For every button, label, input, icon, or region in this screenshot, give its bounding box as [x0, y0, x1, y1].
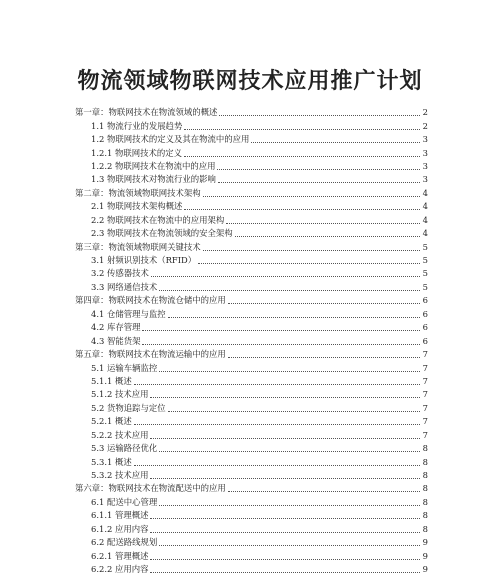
- toc-entry-label: 1.1 物流行业的发展趋势: [91, 120, 183, 131]
- toc-dot-leader: [159, 371, 420, 372]
- toc-entry[interactable]: [75, 415, 428, 428]
- toc-dot-leader: [226, 223, 420, 224]
- toc-entry-label: 1.2.2 物联网技术在物流中的应用: [91, 160, 216, 171]
- table-of-contents: [75, 106, 428, 576]
- toc-entry[interactable]: [75, 119, 428, 132]
- toc-dot-leader: [228, 491, 420, 492]
- toc-dot-leader: [217, 169, 420, 170]
- document-title: 物流领域物联网技术应用推广计划: [77, 68, 423, 94]
- toc-entry-label: 第六章：物联网技术在物流配送中的应用: [75, 483, 226, 494]
- toc-page-number: 7: [422, 362, 428, 373]
- toc-dot-leader: [134, 384, 420, 385]
- toc-dot-leader: [184, 156, 420, 157]
- toc-dot-leader: [150, 532, 420, 533]
- toc-page-number: 8: [422, 523, 428, 534]
- toc-page-number: 4: [422, 201, 428, 212]
- toc-page-number: 8: [422, 483, 428, 494]
- toc-page-number: 6: [422, 335, 428, 346]
- toc-entry-label: 4.3 智能货架: [91, 335, 141, 346]
- toc-page-number: 3: [422, 134, 428, 145]
- toc-entry-label: 3.3 网络通信技术: [91, 281, 158, 292]
- toc-entry-label: 2.1 物联网技术架构概述: [91, 201, 183, 212]
- toc-entry-label: 5.3.2 技术应用: [91, 470, 149, 481]
- toc-dot-leader: [203, 196, 420, 197]
- toc-entry[interactable]: [75, 321, 428, 334]
- toc-page-number: 6: [422, 322, 428, 333]
- toc-entry[interactable]: [75, 334, 428, 347]
- toc-entry-label: 6.1.1 管理概述: [91, 510, 149, 521]
- toc-entry[interactable]: [75, 509, 428, 522]
- toc-entry-label: 1.2.1 物联网技术的定义: [91, 147, 182, 158]
- toc-page-number: 8: [422, 510, 428, 521]
- toc-entry-label: 第五章：物联网技术在物流运输中的应用: [75, 349, 226, 360]
- toc-entry[interactable]: [75, 160, 428, 173]
- toc-entry-label: 第一章：物联网技术在物流领域的概述: [75, 107, 218, 118]
- toc-dot-leader: [184, 209, 420, 210]
- toc-entry-label: 5.2.1 概述: [91, 416, 132, 427]
- toc-dot-leader: [168, 411, 420, 412]
- toc-entry[interactable]: [75, 375, 428, 388]
- toc-entry-label: 6.1 配送中心管理: [91, 496, 158, 507]
- toc-entry[interactable]: [75, 240, 428, 253]
- toc-entry-label: 2.3 物联网技术在物流领域的安全架构: [91, 228, 233, 239]
- toc-dot-leader: [235, 236, 420, 237]
- toc-entry[interactable]: [75, 388, 428, 401]
- toc-entry-label: 3.1 射频识别技术（RFID）: [91, 255, 197, 266]
- toc-entry[interactable]: [75, 267, 428, 280]
- toc-entry-label: 5.3 运输路径优化: [91, 443, 158, 454]
- toc-page-number: 2: [422, 107, 428, 118]
- toc-entry[interactable]: [75, 308, 428, 321]
- toc-entry[interactable]: [75, 455, 428, 468]
- toc-entry[interactable]: [75, 469, 428, 482]
- toc-entry[interactable]: [75, 200, 428, 213]
- toc-dot-leader: [218, 182, 420, 183]
- toc-dot-leader: [159, 451, 420, 452]
- toc-entry[interactable]: [75, 281, 428, 294]
- toc-dot-leader: [159, 505, 420, 506]
- toc-entry-label: 5.3.1 概述: [91, 456, 132, 467]
- toc-entry[interactable]: [75, 361, 428, 374]
- toc-entry-label: 1.3 物联网技术对物流行业的影响: [91, 174, 216, 185]
- toc-page-number: 7: [422, 389, 428, 400]
- toc-entry[interactable]: [75, 442, 428, 455]
- toc-page-number: 5: [422, 268, 428, 279]
- toc-entry[interactable]: [75, 227, 428, 240]
- toc-entry[interactable]: [75, 549, 428, 562]
- toc-page-number: 8: [422, 443, 428, 454]
- toc-dot-leader: [203, 250, 420, 251]
- toc-entry-label: 6.2 配送路线规划: [91, 537, 158, 548]
- toc-page-number: 6: [422, 295, 428, 306]
- toc-entry-label: 5.1 运输车辆监控: [91, 362, 158, 373]
- toc-entry-label: 4.1 仓储管理与监控: [91, 308, 166, 319]
- toc-dot-leader: [150, 397, 420, 398]
- toc-page-number: 8: [422, 496, 428, 507]
- toc-entry-label: 5.2 货物追踪与定位: [91, 402, 166, 413]
- toc-dot-leader: [150, 572, 420, 573]
- toc-entry-label: 6.2.1 管理概述: [91, 550, 149, 561]
- toc-entry-label: 5.2.2 技术应用: [91, 429, 149, 440]
- toc-dot-leader: [134, 424, 420, 425]
- toc-dot-leader: [151, 276, 420, 277]
- toc-dot-leader: [142, 330, 420, 331]
- toc-dot-leader: [228, 303, 420, 304]
- toc-dot-leader: [150, 518, 420, 519]
- toc-dot-leader: [150, 559, 420, 560]
- toc-entry[interactable]: [75, 294, 428, 307]
- toc-dot-leader: [184, 129, 420, 130]
- toc-page-number: 7: [422, 375, 428, 386]
- toc-page-number: 4: [422, 228, 428, 239]
- toc-entry-label: 1.2 物联网技术的定义及其在物流中的应用: [91, 134, 250, 145]
- toc-page-number: 7: [422, 402, 428, 413]
- toc-dot-leader: [134, 465, 420, 466]
- toc-page-number: 3: [422, 147, 428, 158]
- toc-page-number: 2: [422, 120, 428, 131]
- toc-page-number: 7: [422, 349, 428, 360]
- toc-entry[interactable]: [75, 523, 428, 536]
- toc-dot-leader: [168, 317, 420, 318]
- toc-dot-leader: [219, 115, 420, 116]
- toc-page-number: 4: [422, 187, 428, 198]
- toc-page-number: 8: [422, 456, 428, 467]
- toc-entry[interactable]: [75, 536, 428, 549]
- toc-entry[interactable]: [75, 133, 428, 146]
- toc-page-number: 9: [422, 550, 428, 561]
- toc-page-number: 6: [422, 308, 428, 319]
- toc-entry-label: 3.2 传感器技术: [91, 268, 149, 279]
- toc-page-number: 7: [422, 416, 428, 427]
- toc-page-number: 8: [422, 470, 428, 481]
- toc-entry[interactable]: [75, 146, 428, 159]
- toc-dot-leader: [142, 344, 420, 345]
- toc-entry-label: 第四章：物联网技术在物流仓储中的应用: [75, 295, 226, 306]
- toc-dot-leader: [228, 357, 420, 358]
- toc-page-number: 5: [422, 281, 428, 292]
- toc-entry[interactable]: [75, 496, 428, 509]
- toc-entry[interactable]: [75, 214, 428, 227]
- toc-entry[interactable]: [75, 348, 428, 361]
- toc-page-number: 3: [422, 160, 428, 171]
- toc-entry[interactable]: [75, 402, 428, 415]
- toc-entry-label: 2.2 物联网技术在物流中的应用架构: [91, 214, 225, 225]
- toc-entry-label: 4.2 库存管理: [91, 322, 141, 333]
- toc-dot-leader: [159, 545, 420, 546]
- toc-dot-leader: [251, 142, 420, 143]
- toc-entry-label: 第二章：物流领域物联网技术架构: [75, 187, 201, 198]
- toc-entry-label: 6.2.2 应用内容: [91, 564, 149, 575]
- toc-entry-label: 第三章：物流领域物联网关键技术: [75, 241, 201, 252]
- toc-entry[interactable]: [75, 254, 428, 267]
- toc-page-number: 9: [422, 564, 428, 575]
- toc-entry-label: 6.1.2 应用内容: [91, 523, 149, 534]
- toc-page-number: 7: [422, 429, 428, 440]
- toc-dot-leader: [150, 478, 420, 479]
- toc-entry[interactable]: [75, 106, 428, 119]
- toc-page-number: 5: [422, 241, 428, 252]
- toc-page-number: 5: [422, 255, 428, 266]
- toc-page-number: 3: [422, 174, 428, 185]
- toc-entry[interactable]: [75, 187, 428, 200]
- toc-dot-leader: [159, 290, 420, 291]
- toc-entry-label: 5.1.2 技术应用: [91, 389, 149, 400]
- toc-dot-leader: [198, 263, 420, 264]
- toc-entry[interactable]: [75, 429, 428, 442]
- toc-entry-label: 5.1.1 概述: [91, 375, 132, 386]
- toc-dot-leader: [150, 438, 420, 439]
- toc-page-number: 9: [422, 537, 428, 548]
- toc-entry[interactable]: [75, 173, 428, 186]
- toc-page-number: 4: [422, 214, 428, 225]
- toc-entry[interactable]: [75, 482, 428, 495]
